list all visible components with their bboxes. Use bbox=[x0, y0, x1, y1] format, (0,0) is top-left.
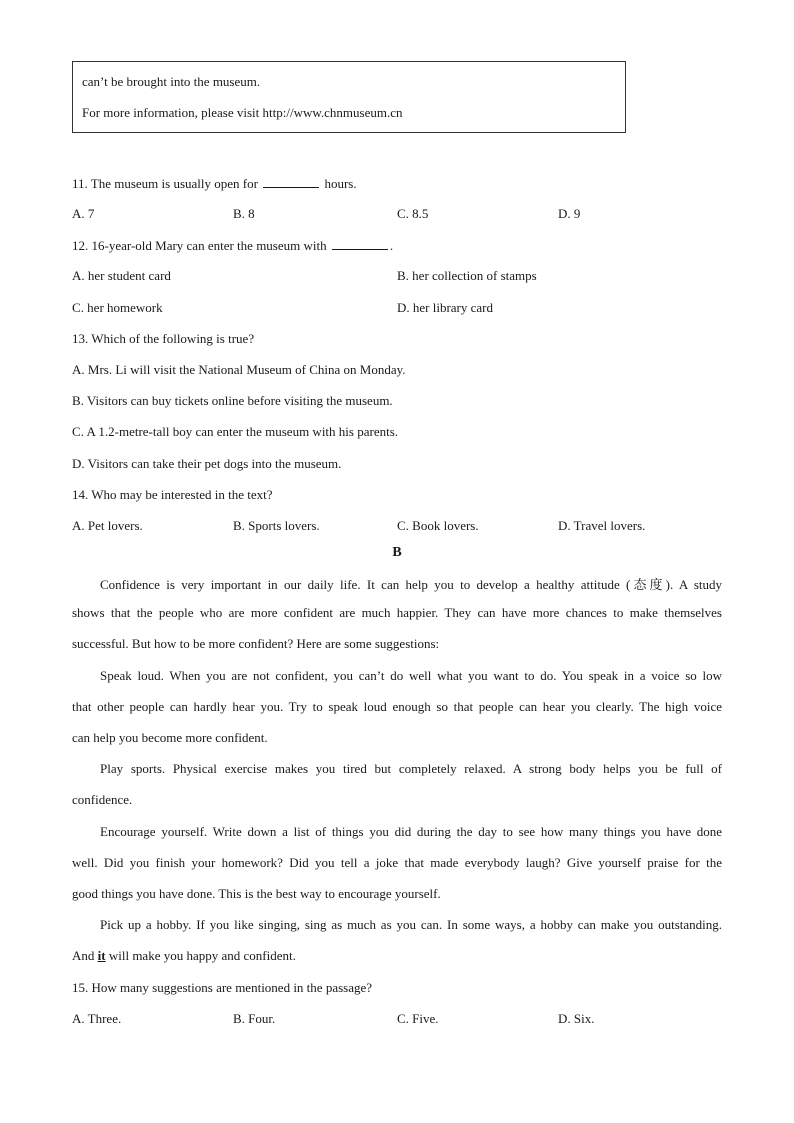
q12-option-c: C. her homework bbox=[72, 300, 163, 315]
passage-p4-line1: Encourage yourself. Write down a list of things you did during the day to see how many things you have done bbox=[100, 824, 722, 839]
passage-p2-line2: that other people can hardly hear you. Try to speak loud enough so that people can hear you clearly. The high voice bbox=[72, 699, 722, 714]
q15-option-a: A. Three. bbox=[72, 1011, 122, 1026]
q11-option-b: B. 8 bbox=[233, 206, 255, 221]
q11-option-c: C. 8.5 bbox=[397, 206, 429, 221]
passage-p1-line3: successful. But how to be more confident? Here are some suggestions: bbox=[72, 636, 440, 651]
notice-line-2: For more information, please visit http://www.chnmuseum.cn bbox=[82, 105, 403, 120]
q12-option-b: B. her collection of stamps bbox=[397, 268, 537, 283]
q13-option-b: B. Visitors can buy tickets online before visiting the museum. bbox=[72, 393, 393, 408]
passage-p3-line1: Play sports. Physical exercise makes you tired but completely relaxed. A strong body helps you be full of bbox=[100, 761, 722, 776]
passage-p5-line1: Pick up a hobby. If you like singing, sing as much as you can. In some ways, a hobby can make you outstanding. bbox=[100, 917, 722, 932]
q12-option-a: A. her student card bbox=[72, 268, 171, 283]
underlined-word-it: it bbox=[97, 948, 106, 963]
question-14-stem: 14. Who may be interested in the text? bbox=[72, 487, 273, 502]
question-13-stem: 13. Which of the following is true? bbox=[72, 331, 255, 346]
passage-p1-line2: shows that the people who are more confident are much happier. They can have more chances to make themselves bbox=[72, 605, 722, 620]
q14-option-a: A. Pet lovers. bbox=[72, 518, 143, 533]
q15-option-c: C. Five. bbox=[397, 1011, 439, 1026]
q14-option-d: D. Travel lovers. bbox=[558, 518, 646, 533]
answer-blank bbox=[263, 175, 319, 188]
q14-option-b: B. Sports lovers. bbox=[233, 518, 320, 533]
q11-option-d: D. 9 bbox=[558, 206, 581, 221]
passage-p1-line1: Confidence is very important in our daily life. It can help you to develop a healthy attitude (态度). A study bbox=[100, 577, 722, 592]
q11-option-a: A. 7 bbox=[72, 206, 95, 221]
passage-p4-line2: well. Did you finish your homework? Did you tell a joke that made everybody laugh? Give yourself praise for the bbox=[72, 855, 722, 870]
passage-p2-line1: Speak loud. When you are not confident, you can’t do well what you want to do. You speak in a voice so low bbox=[100, 668, 722, 683]
passage-p4-line3: good things you have done. This is the best way to encourage yourself. bbox=[72, 886, 441, 901]
question-12-stem: 12. 16-year-old Mary can enter the museum with . bbox=[72, 238, 394, 253]
q15-option-b: B. Four. bbox=[233, 1011, 276, 1026]
passage-p5-line2: And it will make you happy and confident. bbox=[72, 948, 296, 963]
notice-line-1: can’t be brought into the museum. bbox=[82, 74, 261, 89]
q14-option-c: C. Book lovers. bbox=[397, 518, 479, 533]
passage-p3-line2: confidence. bbox=[72, 792, 133, 807]
answer-blank bbox=[332, 237, 388, 250]
section-b-heading: B bbox=[392, 545, 402, 560]
q15-option-d: D. Six. bbox=[558, 1011, 595, 1026]
q13-option-d: D. Visitors can take their pet dogs into the museum. bbox=[72, 456, 342, 471]
q13-option-a: A. Mrs. Li will visit the National Museum of China on Monday. bbox=[72, 362, 406, 377]
question-15-stem: 15. How many suggestions are mentioned in the passage? bbox=[72, 980, 373, 995]
notice-box bbox=[72, 61, 626, 133]
passage-p2-line3: can help you become more confident. bbox=[72, 730, 268, 745]
q13-option-c: C. A 1.2-metre-tall boy can enter the museum with his parents. bbox=[72, 424, 399, 439]
q12-option-d: D. her library card bbox=[397, 300, 494, 315]
question-11-stem: 11. The museum is usually open for hours. bbox=[72, 176, 357, 191]
